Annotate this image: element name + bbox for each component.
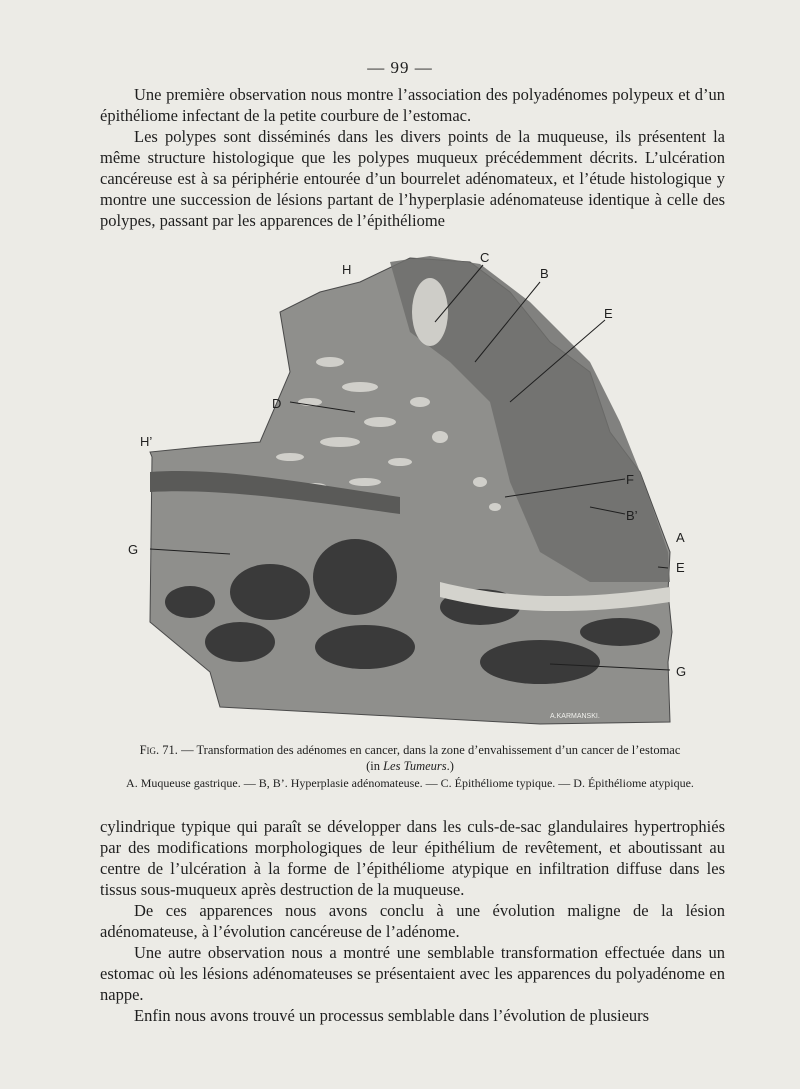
figure-label-H-prime: H’ <box>140 434 153 449</box>
caption-source-title: Les Tumeurs <box>383 759 447 773</box>
figure-label-E-top: E <box>604 306 613 321</box>
caption-legend: A. Muqueuse gastrique. — B, B’. Hyperplasie adénomateuse. — C. Épithéliome typique. — D. Épithéliome atypique. <box>126 776 694 790</box>
paragraph: Une autre observation nous a montré une semblable transformation effectuée dans un estomac où les lésions adénomateuses se présentaient avec les apparences du polyadénome en nappe. <box>100 943 725 1004</box>
paragraph: De ces apparences nous avons conclu à une évolution maligne de la lésion adénomateuse, à l’évolution cancéreuse de l’adénome. <box>100 901 725 941</box>
figure-label-B: B <box>540 266 549 281</box>
figure-label-E-right: E <box>676 560 685 575</box>
figure-label-B-prime: B’ <box>626 508 638 523</box>
bottom-text <box>100 816 725 1026</box>
figure-label-C: C <box>480 252 490 265</box>
figure-caption <box>110 742 710 791</box>
paragraph: cylindrique typique qui paraît se développer dans les culs-de-sac glandulaires hypertrophiés par des modifications morphologiques de leur épithélium de revêtement, et aboutissant au centre de l’ulcération à la forme de l’épithéliome atypique en infiltration diffuse dans les tissus sous-muqueux après destruction de la muqueuse. <box>100 817 725 899</box>
figure-label-G-left: G <box>128 542 139 557</box>
paragraph: Une première observation nous montre l’association des polyadénomes polypeux et d’un épithéliome infectant de la petite courbure de l’estomac. <box>100 85 725 125</box>
paragraph: Enfin nous avons trouvé un processus semblable dans l’évolution de plusieurs <box>134 1006 650 1025</box>
figure-number: Fig. 71. <box>139 743 178 757</box>
paragraph: Les polypes sont disséminés dans les divers points de la muqueuse, ils présentent la même structure histologique que les polypes muqueux précédemment décrits. L’ulcération cancéreuse est à sa périphérie entourée d’un bourrelet adénomateux, et l’étude histologique y montre une succession de lésions partant de l’hyperplasie adénomateuse identique à celle des polypes, passant par les apparences de l’épithéliome <box>100 127 725 230</box>
figure-label-D: D <box>272 396 282 411</box>
caption-title: — Transformation des adénomes en cancer, dans la zone d’envahissement d’un cancer de l’estomac <box>181 743 681 757</box>
figure-label-G-right: G <box>676 664 687 679</box>
figure-label-A: A <box>676 530 685 545</box>
histology-illustration <box>120 252 690 732</box>
figure-label-H: H <box>342 262 352 277</box>
artist-signature: A.KARMANSKI. <box>550 713 600 720</box>
figure-label-F: F <box>626 472 634 487</box>
caption-source-suffix: .) <box>446 759 454 773</box>
top-text <box>100 84 725 231</box>
histology-figure <box>120 252 690 732</box>
caption-source-prefix: (in <box>366 759 384 773</box>
page-number: — 99 — <box>367 58 433 77</box>
